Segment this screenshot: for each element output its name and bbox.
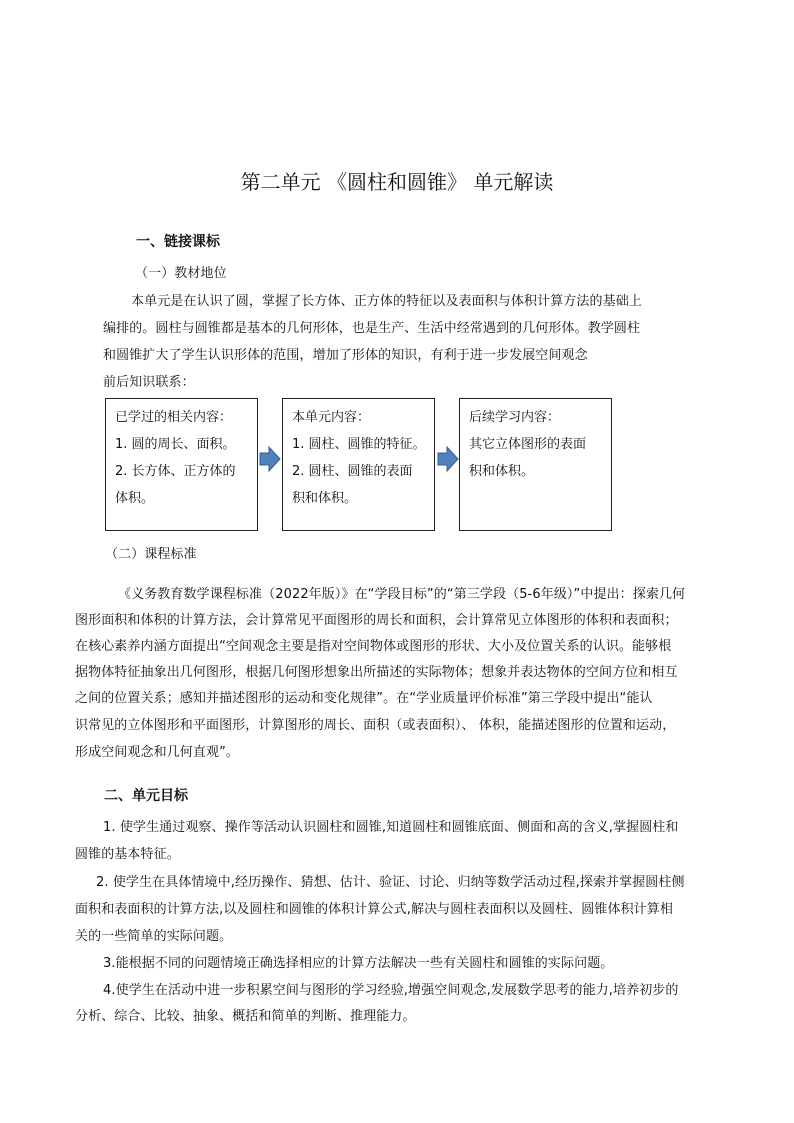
paragraph-line: 《义务教育数学课程标准（2022年版）》在“学段目标”的“第三学段（5-6年级）”中提出：探索几何	[118, 587, 686, 602]
box-line: 2. 长方体、正方体的	[115, 464, 236, 479]
unit-content-box	[282, 398, 435, 531]
follow-up-box	[459, 398, 612, 531]
paragraph-line: 本单元是在认识了圆，掌握了长方体、正方体的特征以及表面积与体积计算方法的基础上	[131, 294, 642, 309]
box-line: 后续学习内容：	[469, 410, 561, 425]
paragraph-line: 形成空间观念和几何直观”。	[75, 745, 240, 760]
box-line: 1. 圆的周长、面积。	[115, 437, 236, 452]
box-line: 积和体积。	[292, 491, 358, 506]
page-title: 第二单元 《圆柱和圆锥》 单元解读	[240, 170, 554, 194]
paragraph-line: 和圆锥扩大了学生认识形体的范围，增加了形体的知识，有利于进一步发展空间观念	[103, 348, 588, 363]
goal-line: 面积和表面积的计算方法,以及圆柱和圆锥的体积计算公式,解决与圆柱表面积以及圆柱、圆锥体积计算相	[75, 902, 673, 917]
paragraph-line: 识常见的立体图形和平面图形，计算图形的周长、面积（或表面积）、 体积，能描述图形的位置和运动，	[75, 718, 676, 733]
goal-line: 1. 使学生通过观察、操作等活动认识圆柱和圆锥,知道圆柱和圆锥底面、侧面和高的含义,掌握圆柱和	[103, 820, 679, 835]
paragraph-line: 在核心素养内涵方面提出“空间观念主要是指对空间物体或图形的形状、大小及位置关系的认识。能够根	[75, 639, 672, 654]
prior-knowledge-box	[105, 398, 258, 531]
paragraph-line: 之间的位置关系；感知并描述图形的运动和变化规律”。在“学业质量评价标准”第三学段中提出“能认	[75, 691, 653, 706]
subheading-curriculum-standard: （二）课程标准	[105, 547, 197, 562]
goal-line: 关的一些简单的实际问题。	[75, 929, 233, 944]
box-line: 其它立体图形的表面	[469, 437, 587, 452]
goal-line: 分析、综合、比较、抽象、概括和简单的判断、推理能力。	[75, 1009, 416, 1024]
goal-line: 圆锥的基本特征。	[75, 847, 180, 862]
box-line: 已学过的相关内容：	[115, 410, 233, 425]
section-heading-1: 一、链接课标	[136, 234, 220, 250]
paragraph-line: 据物体特征抽象出几何图形，根据几何图形想象出所描述的实际物体；想象并表达物体的空间方位和相互	[75, 665, 678, 680]
box-line: 1. 圆柱、圆锥的特征。	[292, 437, 426, 452]
right-arrow-icon	[437, 446, 459, 472]
box-line: 2. 圆柱、圆锥的表面	[292, 464, 413, 479]
box-line: 体积。	[115, 491, 155, 506]
section-heading-2: 二、单元目标	[104, 788, 188, 804]
goal-line: 2. 使学生在具体情境中,经历操作、猜想、估计、验证、讨论、归纳等数学活动过程,探索并掌握圆柱侧	[96, 875, 685, 890]
paragraph-line: 图形面积和体积的计算方法，会计算常见平面图形的周长和面积，会计算常见立体图形的体积和表面积；	[75, 613, 678, 628]
paragraph-line: 前后知识联系：	[103, 375, 195, 390]
goal-line: 3.能根据不同的问题情境正确选择相应的计算方法解决一些有关圆柱和圆锥的实际问题。	[103, 956, 614, 971]
right-arrow-icon	[259, 446, 281, 472]
paragraph-line: 编排的。圆柱与圆锥都是基本的几何形体，也是生产、生活中经常遇到的几何形体。教学圆柱	[103, 321, 641, 336]
box-line: 本单元内容：	[292, 410, 371, 425]
subheading-textbook-position: （一）教材地位	[135, 266, 227, 281]
goal-line: 4.使学生在活动中进一步积累空间与图形的学习经验,增强空间观念,发展数学思考的能力,培养初步的	[103, 983, 679, 998]
box-line: 积和体积。	[469, 464, 535, 479]
